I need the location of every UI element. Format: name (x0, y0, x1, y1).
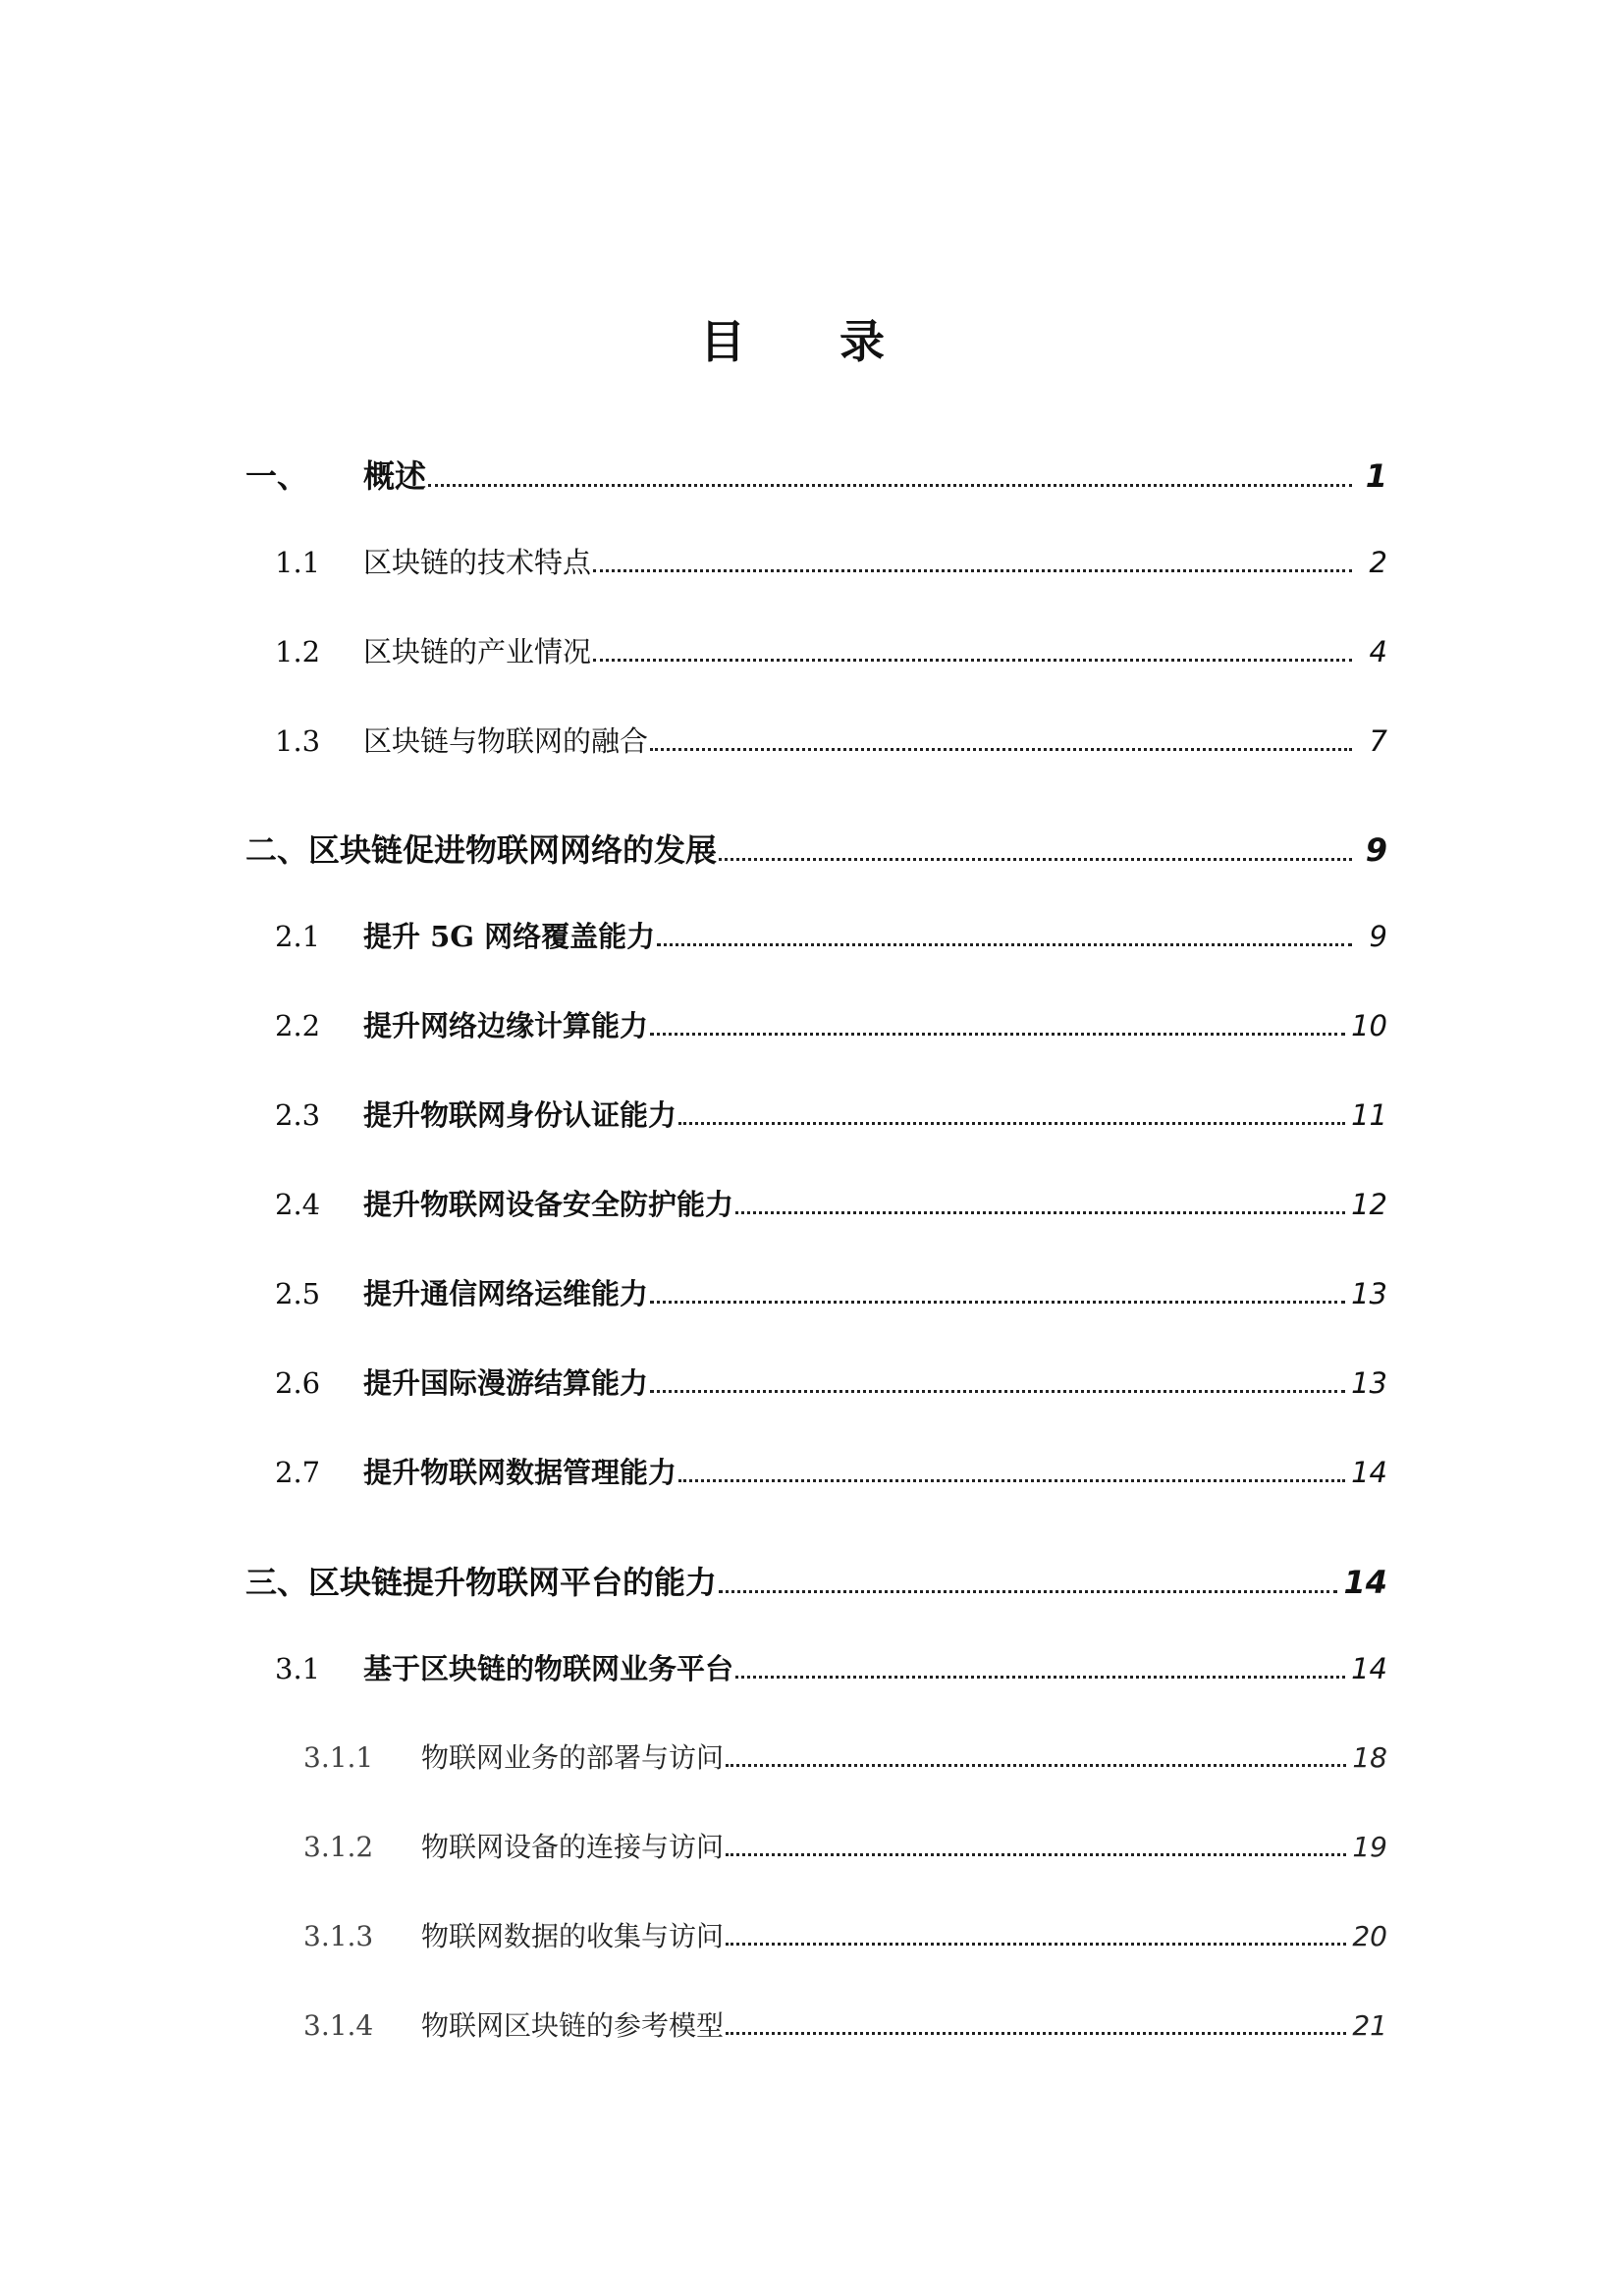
dot-leader (650, 1033, 1345, 1036)
toc-page: 19 (1352, 1831, 1387, 1863)
toc-number: 2.5 (275, 1277, 321, 1310)
dot-leader (650, 1390, 1345, 1393)
toc-page: 21 (1352, 2009, 1387, 2042)
toc-entry-3-1[interactable] (275, 1647, 1387, 1687)
toc-text: 区块链的技术特点 (363, 546, 592, 579)
toc-number: 2.1 (275, 920, 321, 953)
toc-text: 提升物联网数据管理能力 (363, 1456, 677, 1489)
toc-text: 概述 (363, 457, 427, 495)
toc-page: 14 (1351, 1456, 1387, 1489)
toc-number: 2.3 (275, 1098, 321, 1132)
toc-text: 物联网业务的部署与访问 (421, 1741, 725, 1774)
toc-number: 2.7 (275, 1456, 321, 1489)
toc-page: 1 (1365, 457, 1387, 495)
toc-text: 基于区块链的物联网业务平台 (363, 1652, 734, 1685)
toc-text: 物联网设备的连接与访问 (421, 1831, 725, 1863)
dot-leader (719, 1590, 1337, 1593)
dot-leader (650, 748, 1352, 751)
dot-leader (726, 2032, 1346, 2035)
toc-text: 区块链与物联网的融合 (363, 724, 649, 758)
toc-entry-3-1-4[interactable] (303, 2004, 1387, 2044)
dot-leader (726, 1943, 1346, 1946)
toc-number: 3.1.4 (303, 2009, 374, 2042)
dot-leader (657, 943, 1352, 946)
dot-leader (726, 1853, 1346, 1856)
toc-text: 区块链的产业情况 (363, 635, 592, 668)
toc-entry-3-1-3[interactable] (303, 1915, 1387, 1954)
toc-entry-2-1[interactable] (275, 915, 1387, 955)
toc-text: 区块链促进物联网网络的发展 (308, 831, 718, 869)
toc-number: 3.1.2 (303, 1831, 374, 1863)
toc-page: 4 (1369, 635, 1387, 668)
toc-number: 3.1.3 (303, 1920, 374, 1952)
toc-number: 2.4 (275, 1188, 321, 1221)
toc-entry-2-4[interactable] (275, 1183, 1387, 1223)
toc-number: 2.6 (275, 1366, 321, 1400)
toc-number: 3.1 (275, 1652, 321, 1685)
toc-text: 提升通信网络运维能力 (363, 1277, 649, 1310)
toc-entry-3[interactable] (245, 1558, 1387, 1603)
dot-leader (726, 1764, 1346, 1767)
toc-number: 2.2 (275, 1009, 321, 1042)
toc-entry-1-2[interactable] (275, 630, 1387, 670)
toc-page: 13 (1351, 1366, 1387, 1400)
toc-text: 区块链提升物联网平台的能力 (308, 1564, 718, 1601)
toc-entry-2-6[interactable] (275, 1362, 1387, 1402)
toc-page: 9 (1369, 920, 1387, 953)
toc-page: 14 (1343, 1564, 1387, 1601)
toc-page: 10 (1351, 1009, 1387, 1042)
dot-leader (678, 1122, 1345, 1125)
toc-entry-1-3[interactable] (275, 720, 1387, 760)
toc-page: 13 (1351, 1277, 1387, 1310)
dot-leader (735, 1676, 1345, 1679)
toc-page: 11 (1351, 1098, 1387, 1132)
toc-text: 提升 5G 网络覆盖能力 (363, 920, 656, 953)
dot-leader (593, 569, 1352, 572)
toc-number: 1.1 (275, 546, 321, 579)
toc-number: 3.1.1 (303, 1741, 374, 1774)
dot-leader (650, 1301, 1345, 1304)
toc-entry-2-3[interactable] (275, 1094, 1387, 1134)
dot-leader (719, 858, 1352, 861)
dot-leader (735, 1211, 1345, 1214)
toc-entry-1-1[interactable] (275, 541, 1387, 581)
toc-text: 提升网络边缘计算能力 (363, 1009, 649, 1042)
toc-number: 1.2 (275, 635, 321, 668)
toc-page: 7 (1369, 724, 1387, 758)
toc-text: 提升物联网身份认证能力 (363, 1098, 677, 1132)
toc-entry-2-7[interactable] (275, 1451, 1387, 1491)
toc-entry-2-5[interactable] (275, 1272, 1387, 1312)
toc-entry-1[interactable] (245, 452, 1387, 497)
toc-entry-2[interactable] (245, 826, 1387, 871)
toc-number: 三、 (245, 1564, 309, 1601)
toc-text: 物联网区块链的参考模型 (421, 2009, 725, 2042)
toc-entry-2-2[interactable] (275, 1004, 1387, 1044)
toc-entry-3-1-2[interactable] (303, 1826, 1387, 1865)
toc-page: 14 (1351, 1652, 1387, 1685)
toc-title: 目 录 (699, 315, 924, 368)
toc-page: 9 (1365, 831, 1387, 869)
toc-text: 提升国际漫游结算能力 (363, 1366, 649, 1400)
toc-text: 提升物联网设备安全防护能力 (363, 1188, 734, 1221)
toc-entry-3-1-1[interactable] (303, 1736, 1387, 1776)
toc-page: 12 (1351, 1188, 1387, 1221)
toc-page: 18 (1352, 1741, 1387, 1774)
toc-number: 一、 (245, 457, 309, 495)
toc-page: 2 (1369, 546, 1387, 579)
dot-leader (593, 659, 1352, 662)
toc-number: 1.3 (275, 724, 321, 758)
dot-leader (428, 484, 1352, 487)
toc-number: 二、 (245, 831, 309, 869)
toc-text: 物联网数据的收集与访问 (421, 1920, 725, 1952)
dot-leader (678, 1479, 1345, 1482)
toc-page: 20 (1352, 1920, 1387, 1952)
